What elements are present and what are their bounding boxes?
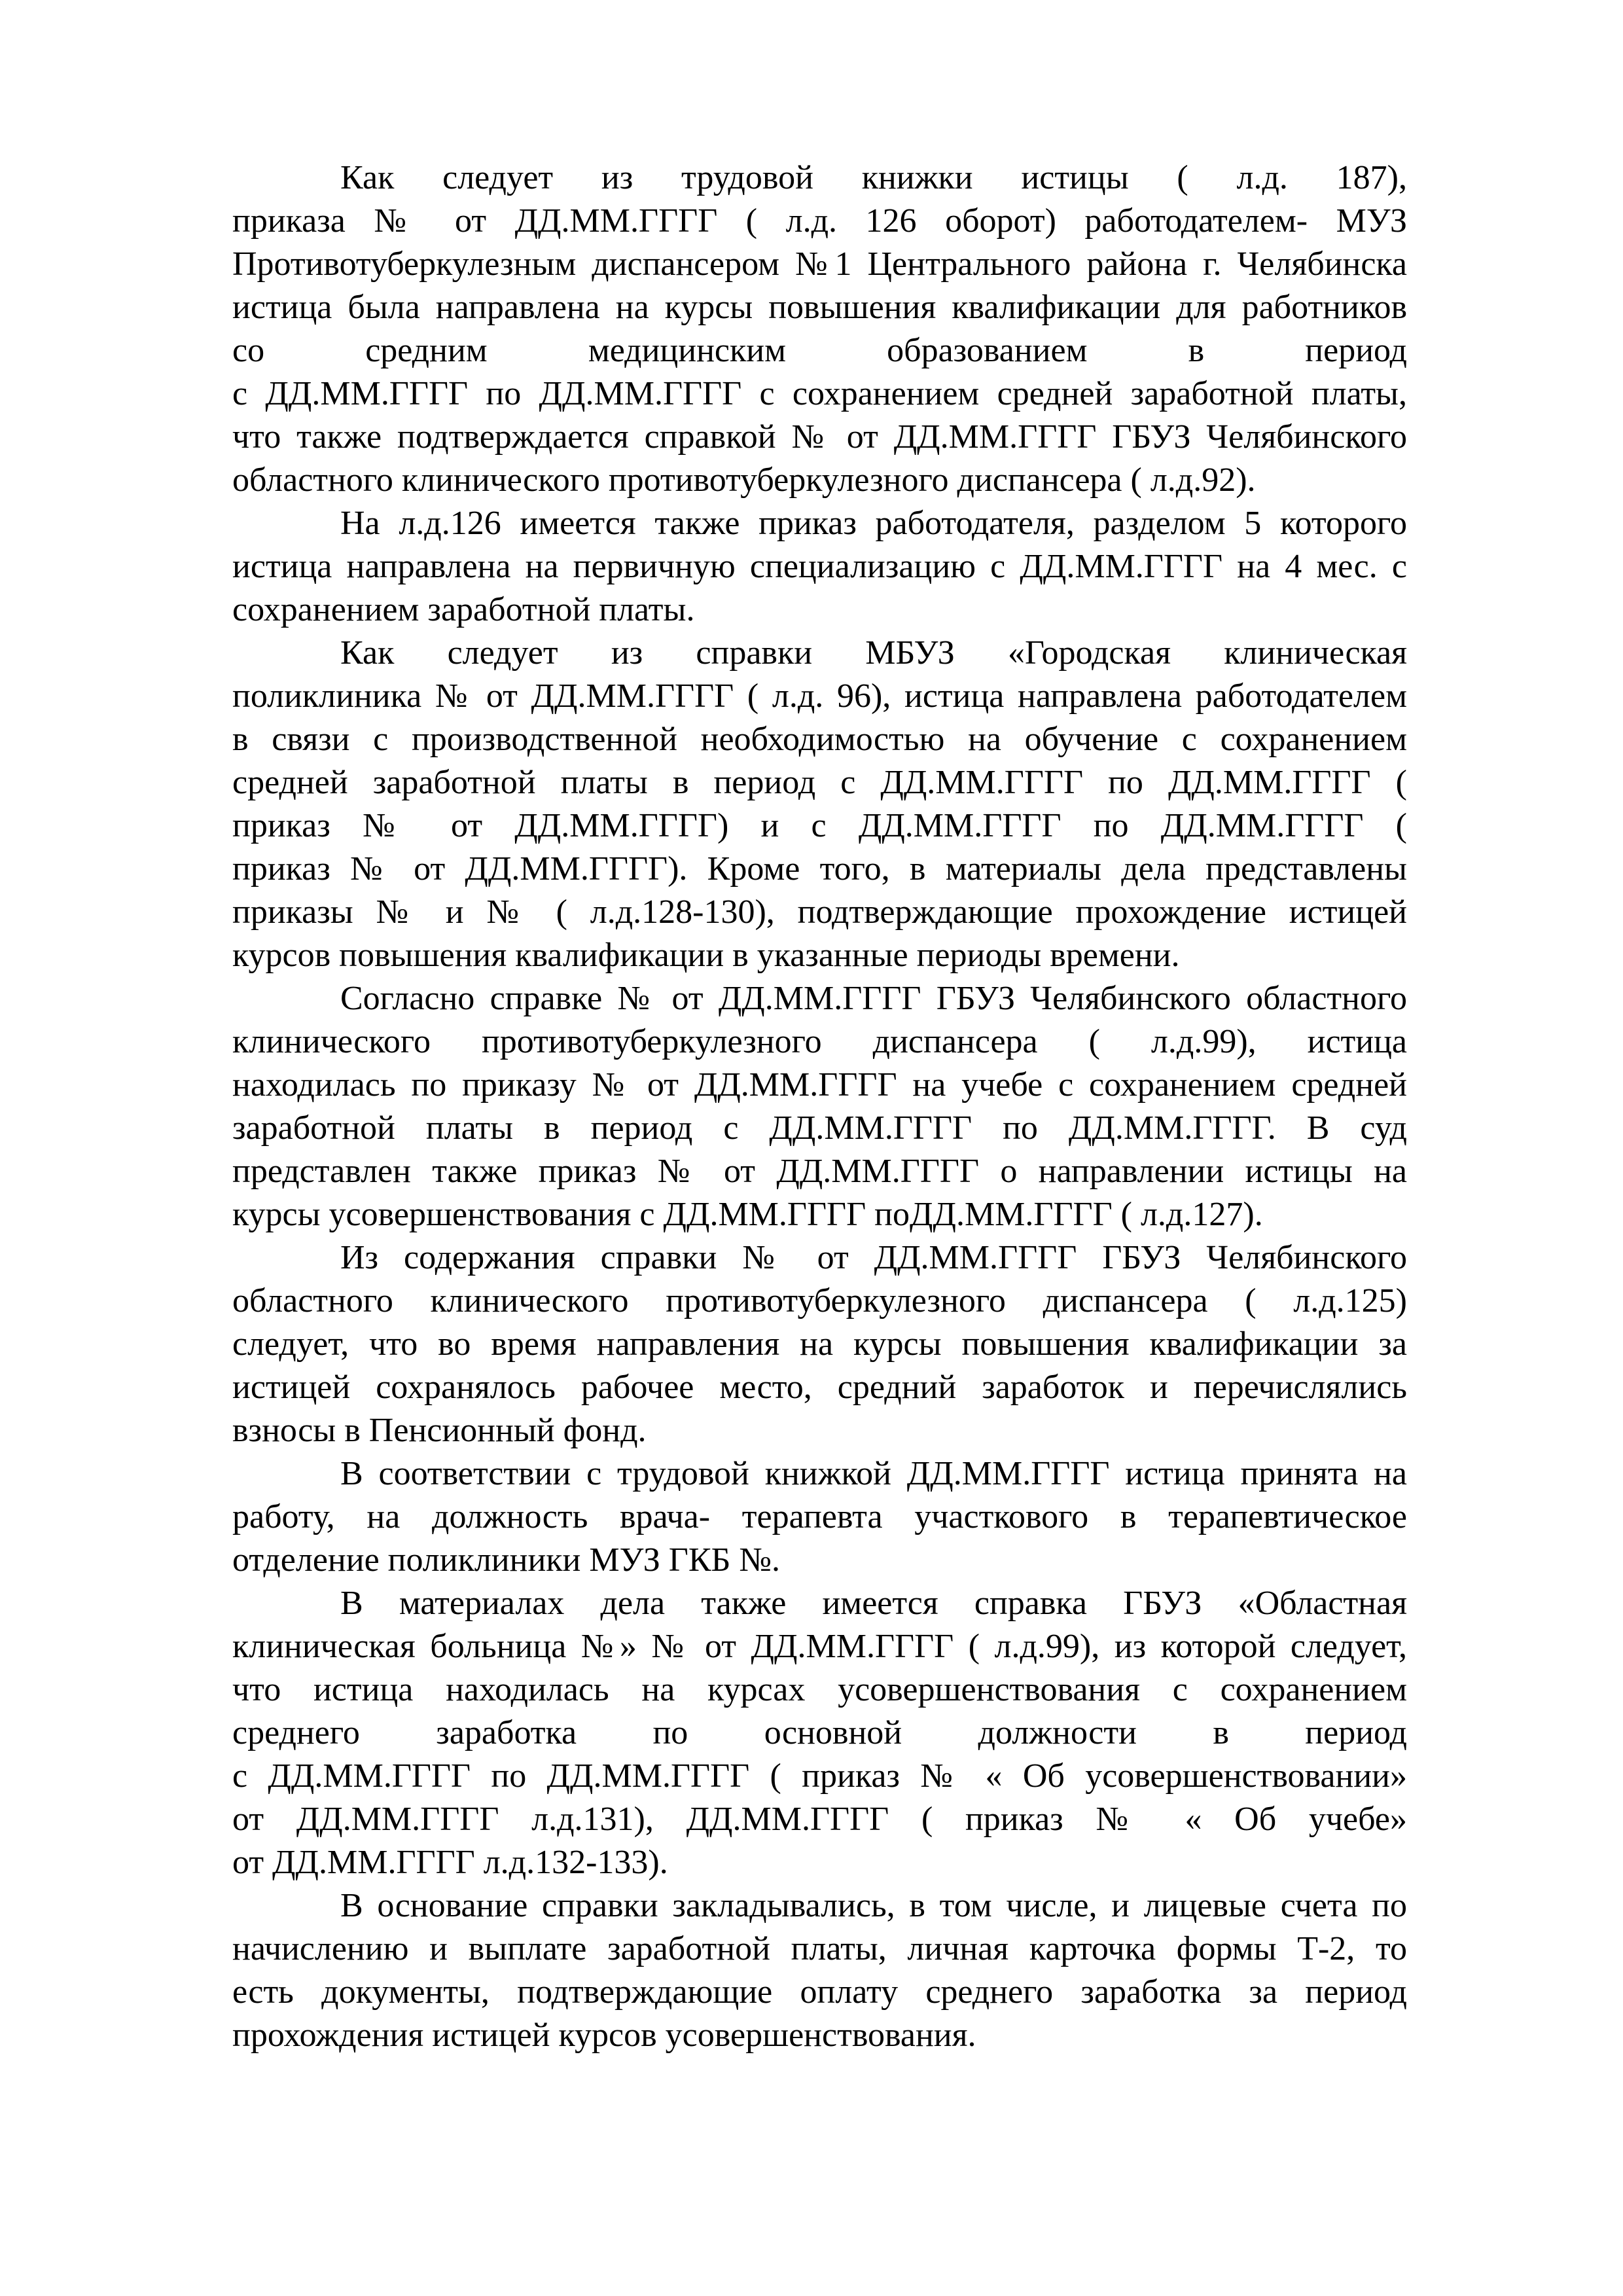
text-line: приказы № и № ( л.д.128-130), подтверждающие прохождение истицей — [232, 893, 1407, 931]
text-line: что также подтверждается справкой № от ДД.ММ.ГГГГ ГБУЗ Челябинского — [232, 418, 1407, 456]
text-line: Как следует из справки МБУЗ «Городская клиническая — [340, 634, 1407, 672]
paragraph — [232, 1582, 1407, 1884]
text-line: В материалах дела также имеется справка ГБУЗ «Областная — [340, 1585, 1407, 1622]
text-line: Противотуберкулезным диспансером №1 Центрального района г. Челябинска — [232, 245, 1407, 283]
text-line: начислению и выплате заработной платы, личная карточка формы Т-2, то — [232, 1930, 1407, 1967]
text-line: средней заработной платы в период с ДД.ММ.ГГГГ по ДД.ММ.ГГГГ ( — [232, 764, 1407, 801]
text-line: работу, на должность врача- терапевта участкового в терапевтическое — [232, 1498, 1407, 1535]
text-line: В соответствии с трудовой книжкой ДД.ММ.ГГГГ истица принята на — [340, 1455, 1407, 1492]
text-line: приказ № от ДД.ММ.ГГГГ). Кроме того, в материалы дела представлены — [232, 850, 1407, 888]
paragraph — [232, 156, 1407, 502]
text-line: с ДД.ММ.ГГГГ по ДД.ММ.ГГГГ с сохранением средней заработной платы, — [232, 375, 1407, 412]
paragraph — [232, 632, 1407, 977]
paragraph — [232, 1452, 1407, 1582]
text-line: областного клинического противотуберкулезного диспансера ( л.д.125) — [232, 1282, 1407, 1319]
text-line: Из содержания справки № от ДД.ММ.ГГГГ ГБУЗ Челябинского — [340, 1239, 1407, 1276]
text-line: клиническая больница №» № от ДД.ММ.ГГГГ ( л.д.99), из которой следует, — [232, 1628, 1407, 1665]
text-line: поликлиника № от ДД.ММ.ГГГГ ( л.д. 96), истица направлена работодателем — [232, 677, 1407, 715]
text-line: есть документы, подтверждающие оплату среднего заработка за период — [232, 1973, 1407, 2011]
text-line: В основание справки закладывались, в том числе, и лицевые счета по — [340, 1887, 1407, 1924]
text-line: со средним медицинским образованием в период — [232, 332, 1407, 369]
text-line: от ДД.ММ.ГГГГ л.д.131), ДД.ММ.ГГГГ ( приказ № « Об учебе» — [232, 1801, 1407, 1838]
text-line: курсов повышения квалификации в указанные периоды времени. — [232, 937, 1180, 974]
text-line: в связи с производственной необходимостью на обучение с сохранением — [232, 721, 1407, 758]
text-line: На л.д.126 имеется также приказ работодателя, разделом 5 которого — [340, 505, 1407, 542]
paragraph — [232, 1884, 1407, 2057]
text-line: что истица находилась на курсах усовершенствования с сохранением — [232, 1671, 1407, 1708]
text-line: находилась по приказу № от ДД.ММ.ГГГГ на учебе с сохранением средней — [232, 1066, 1407, 1103]
text-line: с ДД.ММ.ГГГГ по ДД.ММ.ГГГГ ( приказ № « Об усовершенствовании» — [232, 1757, 1407, 1795]
text-line: клинического противотуберкулезного диспансера ( л.д.99), истица — [232, 1023, 1407, 1060]
text-line: истица была направлена на курсы повышения квалификации для работников — [232, 289, 1407, 326]
text-line: сохранением заработной платы. — [232, 591, 695, 628]
text-line: представлен также приказ № от ДД.ММ.ГГГГ о направлении истицы на — [232, 1153, 1407, 1190]
text-line: заработной платы в период с ДД.ММ.ГГГГ по ДД.ММ.ГГГГ. В суд — [232, 1109, 1407, 1147]
paragraph — [232, 977, 1407, 1236]
text-line: от ДД.ММ.ГГГГ л.д.132-133). — [232, 1844, 668, 1881]
text-line: следует, что во время направления на курсы повышения квалификации за — [232, 1325, 1407, 1363]
text-line: отделение поликлиники МУЗ ГКБ №. — [232, 1541, 781, 1579]
paragraph — [232, 502, 1407, 632]
text-line: приказ № от ДД.ММ.ГГГГ) и с ДД.ММ.ГГГГ по ДД.ММ.ГГГГ ( — [232, 807, 1407, 844]
text-line: Как следует из трудовой книжки истицы ( л.д. 187), — [340, 159, 1407, 196]
text-line: курсы усовершенствования с ДД.ММ.ГГГГ поДД.ММ.ГГГГ ( л.д.127). — [232, 1196, 1263, 1233]
text-line: Согласно справке № от ДД.ММ.ГГГГ ГБУЗ Челябинского областного — [340, 980, 1407, 1017]
text-line: среднего заработка по основной должности в период — [232, 1714, 1407, 1751]
text-line: прохождения истицей курсов усовершенствования. — [232, 2017, 976, 2054]
paragraph — [232, 1236, 1407, 1452]
text-line: областного клинического противотуберкулезного диспансера ( л.д.92). — [232, 461, 1256, 499]
text-line: истицей сохранялось рабочее место, средний заработок и перечислялись — [232, 1369, 1407, 1406]
text-block — [232, 156, 1407, 2057]
text-line: взносы в Пенсионный фонд. — [232, 1412, 647, 1449]
text-line: приказа № от ДД.ММ.ГГГГ ( л.д. 126 оборот) работодателем- МУЗ — [232, 202, 1407, 240]
text-line: истица направлена на первичную специализацию с ДД.ММ.ГГГГ на 4 мес. с — [232, 548, 1407, 585]
